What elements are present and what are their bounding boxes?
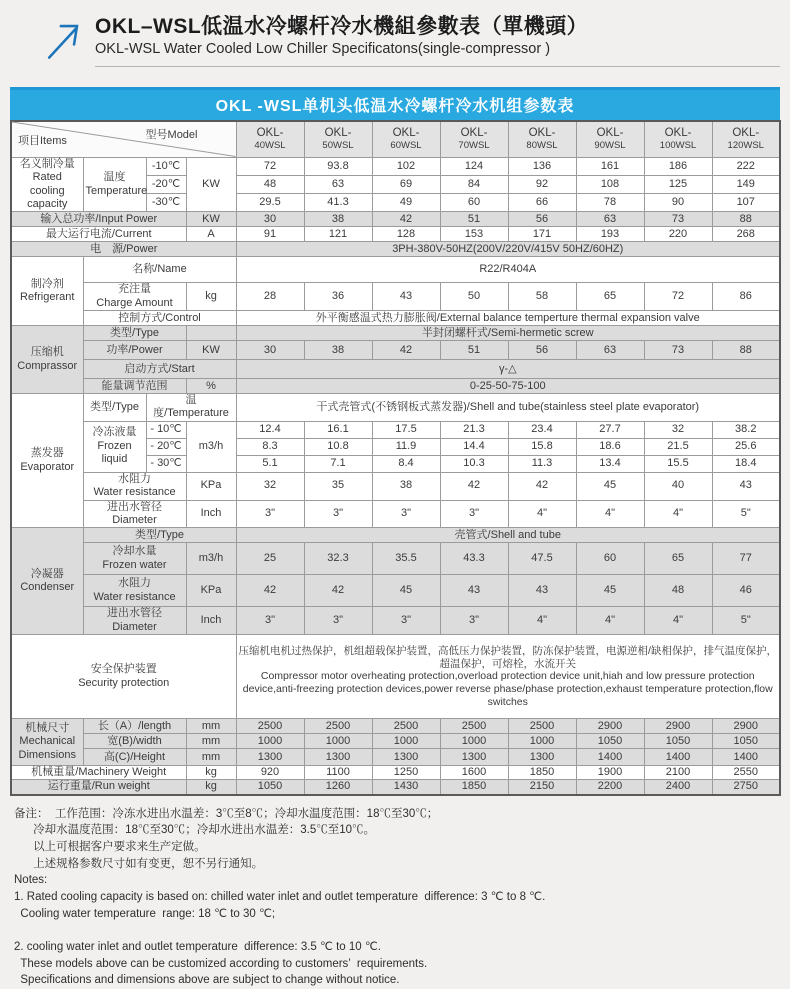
data-cell: 32.3 — [304, 543, 372, 575]
height-row — [11, 749, 780, 766]
data-cell: 91 — [236, 227, 304, 242]
data-cell: 4" — [644, 500, 712, 528]
row-label: 类型/Type — [83, 528, 236, 543]
data-cell: 63 — [576, 212, 644, 227]
row-label: 启动方式/Start — [83, 360, 236, 379]
data-cell: 43 — [508, 575, 576, 607]
data-cell: 42 — [372, 212, 440, 227]
data-cell: 2500 — [508, 719, 576, 734]
unit-cell: mm — [186, 734, 236, 749]
data-cell: 84 — [440, 175, 508, 193]
row-label: 能量调节范围 — [83, 379, 186, 394]
data-cell: 1300 — [304, 749, 372, 766]
data-cell: 2500 — [440, 719, 508, 734]
data-cell: 2100 — [644, 766, 712, 780]
data-cell: 1050 — [236, 780, 304, 795]
start-value: γ-△ — [236, 360, 780, 379]
row-label: 冷冻液量 Frozen liquid — [83, 421, 146, 472]
data-cell: 73 — [644, 212, 712, 227]
brand-arrow-icon — [44, 18, 88, 62]
data-cell: 1430 — [372, 780, 440, 795]
model-column-header: OKL- 120WSL — [712, 121, 780, 157]
frozen-liquid-row--10 — [11, 421, 780, 438]
data-cell: 1100 — [304, 766, 372, 780]
data-cell: 102 — [372, 157, 440, 175]
data-cell: 60 — [576, 543, 644, 575]
evaporator-type-row — [11, 394, 780, 421]
refrigerant-name-value: R22/R404A — [236, 257, 780, 283]
data-cell: 10.8 — [304, 438, 372, 455]
data-cell: 42 — [440, 472, 508, 500]
data-cell: 14.4 — [440, 438, 508, 455]
power-supply-row — [11, 242, 780, 257]
items-label: 项目Items — [18, 135, 67, 148]
section-label-security: 安全保护装置 Security protection — [11, 635, 236, 719]
data-cell: 78 — [576, 194, 644, 212]
section-label-refrigerant: 制冷剂 Refrigerant — [11, 257, 83, 326]
data-cell: 4" — [576, 500, 644, 528]
data-cell: 15.8 — [508, 438, 576, 455]
data-cell: 43.3 — [440, 543, 508, 575]
data-cell: 1300 — [440, 749, 508, 766]
compressor-power-row — [11, 341, 780, 360]
model-column-header: OKL- 100WSL — [644, 121, 712, 157]
power-supply-value: 3PH-380V-50HZ(200V/220V/415V 50HZ/60HZ) — [236, 242, 780, 257]
data-cell: 3" — [236, 607, 304, 635]
unit-cell: kg — [186, 766, 236, 780]
data-cell: 51 — [440, 341, 508, 360]
data-cell: 1000 — [508, 734, 576, 749]
page-title: OKL–WSL低温水冷螺杆冷水機組參數表（單機頭） — [95, 15, 589, 38]
data-cell: 107 — [712, 194, 780, 212]
data-cell: 1300 — [508, 749, 576, 766]
unit-cell: % — [186, 379, 236, 394]
model-column-header: OKL- 90WSL — [576, 121, 644, 157]
data-cell: 27.7 — [576, 421, 644, 438]
data-cell: 18.6 — [576, 438, 644, 455]
refrigerant-charge-row — [11, 283, 780, 311]
unit-cell: KW — [186, 212, 236, 227]
data-cell: 1900 — [576, 766, 644, 780]
section-label-compressor: 压缩机 Comprassor — [11, 326, 83, 394]
data-cell: 2400 — [644, 780, 712, 795]
note-line: 上述规格参数尺寸如有变更，恕不另行通知。 — [14, 857, 264, 870]
data-cell: 1000 — [304, 734, 372, 749]
temp-tick: - 30℃ — [146, 455, 186, 472]
data-cell: 5" — [712, 500, 780, 528]
data-cell: 3" — [440, 500, 508, 528]
data-cell: 38.2 — [712, 421, 780, 438]
data-cell: 2550 — [712, 766, 780, 780]
model-column-header: OKL- 70WSL — [440, 121, 508, 157]
unit-cell: KPa — [186, 472, 236, 500]
data-cell: 28 — [236, 283, 304, 311]
row-label: 水阻力 Water resistance — [83, 472, 186, 500]
data-cell: 149 — [712, 175, 780, 193]
data-cell: 42 — [372, 341, 440, 360]
data-cell: 5.1 — [236, 455, 304, 472]
data-cell: 43 — [712, 472, 780, 500]
data-cell: 2200 — [576, 780, 644, 795]
evaporator-type-value: 干式壳管式(不锈钢板式蒸发器)/Shell and tube(stainless steel plate evaporator) — [236, 394, 780, 421]
data-cell: 48 — [644, 575, 712, 607]
data-cell: 1050 — [712, 734, 780, 749]
data-cell: 21.3 — [440, 421, 508, 438]
data-cell: 222 — [712, 157, 780, 175]
data-cell: 45 — [372, 575, 440, 607]
refrigerant-name-row — [11, 257, 780, 283]
data-cell: 136 — [508, 157, 576, 175]
data-cell: 29.5 — [236, 194, 304, 212]
data-cell: 121 — [304, 227, 372, 242]
row-label: 类型/Type — [83, 394, 146, 421]
data-cell: 18.4 — [712, 455, 780, 472]
corner-cell — [11, 121, 236, 157]
unit-cell: A — [186, 227, 236, 242]
model-column-header: OKL- 80WSL — [508, 121, 576, 157]
data-cell: 1250 — [372, 766, 440, 780]
row-label: 冷却水量 Frozen water — [83, 543, 186, 575]
run-weight-row — [11, 780, 780, 795]
row-label: 进出水管径 Diameter — [83, 607, 186, 635]
data-cell: 5" — [712, 607, 780, 635]
data-cell: 3" — [372, 607, 440, 635]
data-cell: 1000 — [440, 734, 508, 749]
model-label: 型号Model — [145, 129, 198, 142]
data-cell: 4" — [576, 607, 644, 635]
data-cell: 11.3 — [508, 455, 576, 472]
data-cell: 30 — [236, 341, 304, 360]
security-protection-text — [236, 635, 780, 719]
data-cell: 73 — [644, 341, 712, 360]
energy-range-value: 0-25-50-75-100 — [236, 379, 780, 394]
title-divider — [95, 66, 780, 67]
row-label: 进出水管径 Diameter — [83, 500, 186, 528]
machinery-weight-row — [11, 766, 780, 780]
data-cell: 65 — [644, 543, 712, 575]
data-cell: 32 — [644, 421, 712, 438]
model-column-header: OKL- 50WSL — [304, 121, 372, 157]
unit-cell: Inch — [186, 607, 236, 635]
data-cell: 32 — [236, 472, 304, 500]
data-cell: 10.3 — [440, 455, 508, 472]
data-cell: 45 — [576, 472, 644, 500]
data-cell: 47.5 — [508, 543, 576, 575]
data-cell: 93.8 — [304, 157, 372, 175]
data-cell: 25.6 — [712, 438, 780, 455]
data-cell: 7.1 — [304, 455, 372, 472]
note-line: 备注： 工作范围：冷冻水进出水温差：3℃至8℃；冷却水温度范围：18℃至30℃； — [14, 807, 439, 820]
data-cell: 1300 — [372, 749, 440, 766]
temp-tick: - 10℃ — [146, 421, 186, 438]
data-cell: 90 — [644, 194, 712, 212]
data-cell: 15.5 — [644, 455, 712, 472]
unit-cell: Inch — [186, 500, 236, 528]
data-cell: 86 — [712, 283, 780, 311]
data-cell: 38 — [304, 212, 372, 227]
data-cell: 41.3 — [304, 194, 372, 212]
table-banner: OKL -WSL单机头低温水冷螺杆冷水机组参数表 — [10, 87, 780, 120]
data-cell: 25 — [236, 543, 304, 575]
data-cell: 40 — [644, 472, 712, 500]
unit-cell: kg — [186, 780, 236, 795]
data-cell: 56 — [508, 212, 576, 227]
section-label-dimensions: 机械尺寸 Mechanical Dimensions — [11, 719, 83, 766]
data-cell: 72 — [236, 157, 304, 175]
data-cell: 30 — [236, 212, 304, 227]
data-cell: 2900 — [644, 719, 712, 734]
compressor-type-value: 半封闭螺杆式/Semi-hermetic screw — [236, 326, 780, 341]
data-cell: 1850 — [440, 780, 508, 795]
evap-diameter-row — [11, 500, 780, 528]
data-cell: 38 — [372, 472, 440, 500]
row-label: 高(C)/Height — [83, 749, 186, 766]
note-line — [14, 922, 790, 939]
note-line: Notes: — [14, 874, 48, 887]
security-protection-row — [11, 635, 780, 719]
data-cell: 21.5 — [644, 438, 712, 455]
row-label: 控制方式/Control — [83, 311, 236, 326]
data-cell: 50 — [440, 283, 508, 311]
data-cell: 2500 — [372, 719, 440, 734]
data-cell: 1000 — [372, 734, 440, 749]
data-cell: 66 — [508, 194, 576, 212]
data-cell: 124 — [440, 157, 508, 175]
data-cell: 42 — [236, 575, 304, 607]
cooling-row--10 — [11, 157, 780, 175]
temp-tick: -10℃ — [146, 157, 186, 175]
security-text-zh: 压缩机电机过热保护，机组超载保护装置，高低压力保护装置，防冻保护装置，电源逆相/缺相保护，排气温度保护，超温保护，可熔栓，水流开关 — [238, 645, 777, 670]
compressor-start-row — [11, 360, 780, 379]
data-cell: 1400 — [576, 749, 644, 766]
data-cell: 2500 — [304, 719, 372, 734]
section-label-evaporator: 蒸发器 Evaporator — [11, 394, 83, 528]
row-label: 宽(B)/width — [83, 734, 186, 749]
row-label: 名称/Name — [83, 257, 236, 283]
condenser-water-row — [11, 543, 780, 575]
data-cell: 1400 — [644, 749, 712, 766]
data-cell: 16.1 — [304, 421, 372, 438]
data-cell: 69 — [372, 175, 440, 193]
data-cell: 35 — [304, 472, 372, 500]
data-cell: 4" — [644, 607, 712, 635]
data-cell: 268 — [712, 227, 780, 242]
data-cell: 36 — [304, 283, 372, 311]
data-cell: 42 — [304, 575, 372, 607]
data-cell: 1000 — [236, 734, 304, 749]
data-cell: 58 — [508, 283, 576, 311]
data-cell: 171 — [508, 227, 576, 242]
model-column-header: OKL- 60WSL — [372, 121, 440, 157]
compressor-energy-row — [11, 379, 780, 394]
temp-tick: -20℃ — [146, 175, 186, 193]
data-cell: 3" — [304, 607, 372, 635]
data-cell: 72 — [644, 283, 712, 311]
data-cell: 4" — [508, 500, 576, 528]
unit-cell: KW — [186, 341, 236, 360]
condenser-water-resistance-row — [11, 575, 780, 607]
data-cell: 12.4 — [236, 421, 304, 438]
row-label: 运行重量/Run weight — [11, 780, 186, 795]
data-cell: 193 — [576, 227, 644, 242]
data-cell: 77 — [712, 543, 780, 575]
data-cell: 1050 — [576, 734, 644, 749]
row-label: 水阻力 Water resistance — [83, 575, 186, 607]
page-subtitle: OKL-WSL Water Cooled Low Chiller Specificatons(single-compressor ) — [95, 41, 551, 58]
data-cell: 1260 — [304, 780, 372, 795]
model-column-header: OKL- 40WSL — [236, 121, 304, 157]
data-cell: 92 — [508, 175, 576, 193]
data-cell: 4" — [508, 607, 576, 635]
data-cell: 220 — [644, 227, 712, 242]
data-cell: 65 — [576, 283, 644, 311]
data-cell: 2500 — [236, 719, 304, 734]
data-cell: 45 — [576, 575, 644, 607]
data-cell: 11.9 — [372, 438, 440, 455]
data-cell: 1050 — [644, 734, 712, 749]
data-cell: 8.4 — [372, 455, 440, 472]
data-cell: 46 — [712, 575, 780, 607]
unit-cell: KW — [186, 157, 236, 212]
model-header-row — [11, 121, 780, 157]
unit-cell: mm — [186, 719, 236, 734]
data-cell: 51 — [440, 212, 508, 227]
spec-table — [10, 120, 781, 795]
data-cell: 63 — [576, 341, 644, 360]
data-cell: 1850 — [508, 766, 576, 780]
data-cell: 60 — [440, 194, 508, 212]
refrigerant-control-row — [11, 311, 780, 326]
data-cell: 1600 — [440, 766, 508, 780]
data-cell: 23.4 — [508, 421, 576, 438]
security-text-en: Compressor motor overheating protection,overload protection device unit,hiah and low pressure protection device,anti-freezing protection devices,power reverse phase/phase protection,exhaust temperature protection,flow switches — [242, 670, 773, 708]
data-cell: 108 — [576, 175, 644, 193]
note-line: These models above can be customized according to customers’ requirements. — [14, 957, 428, 970]
data-cell: 3" — [440, 607, 508, 635]
note-line: 以上可根据客户要求来生产定做。 — [14, 840, 206, 853]
data-cell: 186 — [644, 157, 712, 175]
data-cell: 88 — [712, 212, 780, 227]
row-label: 机械重量/Machinery Weight — [11, 766, 186, 780]
footnotes — [14, 806, 790, 989]
data-cell: 38 — [304, 341, 372, 360]
empty-unit-cell — [186, 326, 236, 341]
unit-cell: KPa — [186, 575, 236, 607]
data-cell: 1300 — [236, 749, 304, 766]
condenser-type-value: 壳管式/Shell and tube — [236, 528, 780, 543]
note-line: Specifications and dimensions above are subject to change without notice. — [14, 974, 400, 987]
data-cell: 8.3 — [236, 438, 304, 455]
row-label: 类型/Type — [83, 326, 186, 341]
row-label: 充注量 Charge Amount — [83, 283, 186, 311]
data-cell: 161 — [576, 157, 644, 175]
length-row — [11, 719, 780, 734]
section-label-condenser: 冷凝器 Condenser — [11, 528, 83, 635]
unit-cell: kg — [186, 283, 236, 311]
data-cell: 2900 — [576, 719, 644, 734]
data-cell: 56 — [508, 341, 576, 360]
note-line: Cooling water temperature range: 18 ℃ to 30 ℃; — [14, 907, 276, 920]
data-cell: 42 — [508, 472, 576, 500]
data-cell: 35.5 — [372, 543, 440, 575]
current-row — [11, 227, 780, 242]
data-cell: 128 — [372, 227, 440, 242]
data-cell: 920 — [236, 766, 304, 780]
data-cell: 3" — [372, 500, 440, 528]
data-cell: 17.5 — [372, 421, 440, 438]
note-line: 冷却水温度范围：18℃至30℃；冷却水进出水温差：3.5℃至10℃。 — [14, 824, 376, 837]
temp-tick: - 20℃ — [146, 438, 186, 455]
condenser-type-row — [11, 528, 780, 543]
compressor-type-row — [11, 326, 780, 341]
row-label: 输入总功率/Input Power — [11, 212, 186, 227]
unit-cell: mm — [186, 749, 236, 766]
data-cell: 2150 — [508, 780, 576, 795]
data-cell: 43 — [440, 575, 508, 607]
row-label: 功率/Power — [83, 341, 186, 360]
data-cell: 43 — [372, 283, 440, 311]
row-label: 电 源/Power — [11, 242, 236, 257]
unit-cell: m3/h — [186, 543, 236, 575]
data-cell: 13.4 — [576, 455, 644, 472]
data-cell: 2750 — [712, 780, 780, 795]
evap-water-resistance-row — [11, 472, 780, 500]
data-cell: 63 — [304, 175, 372, 193]
title-block — [0, 0, 790, 67]
temp-tick: -30℃ — [146, 194, 186, 212]
data-cell: 49 — [372, 194, 440, 212]
note-line: 2. cooling water inlet and outlet temperature difference: 3.5 ℃ to 10 ℃. — [14, 940, 381, 953]
data-cell: 3" — [304, 500, 372, 528]
section-label-cooling: 名义制冷量 Rated cooling capacity — [11, 157, 83, 212]
data-cell: 2900 — [712, 719, 780, 734]
data-cell: 1400 — [712, 749, 780, 766]
width-row — [11, 734, 780, 749]
unit-cell: m3/h — [186, 421, 236, 472]
data-cell: 153 — [440, 227, 508, 242]
row-label: 长（A）/length — [83, 719, 186, 734]
row-label: 最大运行电流/Current — [11, 227, 186, 242]
data-cell: 88 — [712, 341, 780, 360]
temperature-label: 温度 Temperature — [83, 157, 146, 212]
row-label: 温度/Temperature — [146, 394, 236, 421]
data-cell: 3" — [236, 500, 304, 528]
control-value: 外平衡感温式热力膨胀阀/External balance temperture thermal expansion valve — [236, 311, 780, 326]
data-cell: 48 — [236, 175, 304, 193]
input-power-row — [11, 212, 780, 227]
condenser-diameter-row — [11, 607, 780, 635]
data-cell: 125 — [644, 175, 712, 193]
note-line: 1. Rated cooling capacity is based on: chilled water inlet and outlet temperature difference: 3 ℃ to 8 ℃. — [14, 890, 546, 903]
